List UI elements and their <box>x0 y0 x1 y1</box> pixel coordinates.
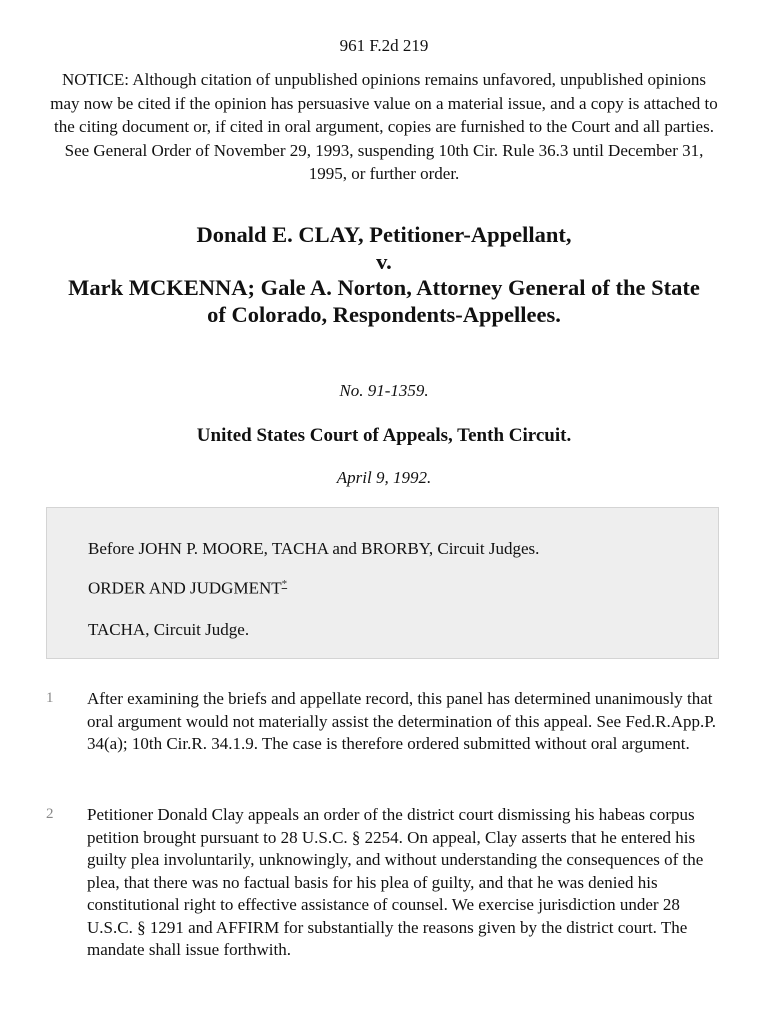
caption-respondents-cont: of Colorado, Respondents-Appellees. <box>207 301 561 327</box>
paragraph-number: 1 <box>46 690 54 706</box>
docket-number: No. 91-1359. <box>339 381 429 400</box>
judges-panel <box>46 507 719 659</box>
order-heading <box>88 578 287 599</box>
before-judges: Before JOHN P. MOORE, TACHA and BRORBY, Circuit Judges. <box>88 539 540 558</box>
paragraph-text: After examining the briefs and appellate record, this panel has determined unanimously that oral argument would not materially assist the determination of this appeal. See Fed.R.App.P. 34(a); 10th Cir.R. 34.1.9. The case is therefore ordered submitted without oral argument. <box>87 689 717 753</box>
caption-petitioner: Donald E. CLAY, Petitioner-Appellant, <box>196 222 572 247</box>
decision-date: April 9, 1992. <box>336 468 432 487</box>
case-citation: 961 F.2d 219 <box>339 36 429 55</box>
unpublished-notice: NOTICE: Although citation of unpublished opinions remains unfavored, unpublished opinions may now be cited if the opinion has persuasive value on a material issue, and a copy is attached to the citing document or, if cited in oral argument, copies are furnished to the Court and all parties. See General Order of November 29, 1993, suspending 10th Cir. Rule 36.3 until December 31, 1995, or further order. <box>50 70 718 183</box>
case-caption <box>40 222 728 328</box>
order-title: ORDER AND JUDGMENT <box>88 578 282 598</box>
court-name: United States Court of Appeals, Tenth Circuit. <box>196 425 572 446</box>
opinion-author: TACHA, Circuit Judge. <box>88 620 250 639</box>
caption-respondents: Mark MCKENNA; Gale A. Norton, Attorney General of the State <box>68 275 700 300</box>
paragraph-number: 2 <box>46 806 54 822</box>
caption-versus: v. <box>376 248 392 274</box>
footnote-link[interactable]: * <box>281 578 288 590</box>
paragraph-text: Petitioner Donald Clay appeals an order of the district court dismissing his habeas corpus petition brought pursuant to 28 U.S.C. § 2254. On appeal, Clay asserts that he entered his guilty plea involuntarily, unknowingly, and without understanding the consequences of the plea, that there was no factual basis for his plea of guilty, and that he was denied his constitutional right to effective assistance of counsel. We exercise jurisdiction under 28 U.S.C. § 1291 and AFFIRM for substantially the reasons given by the district court. The mandate shall issue forthwith. <box>87 805 704 959</box>
